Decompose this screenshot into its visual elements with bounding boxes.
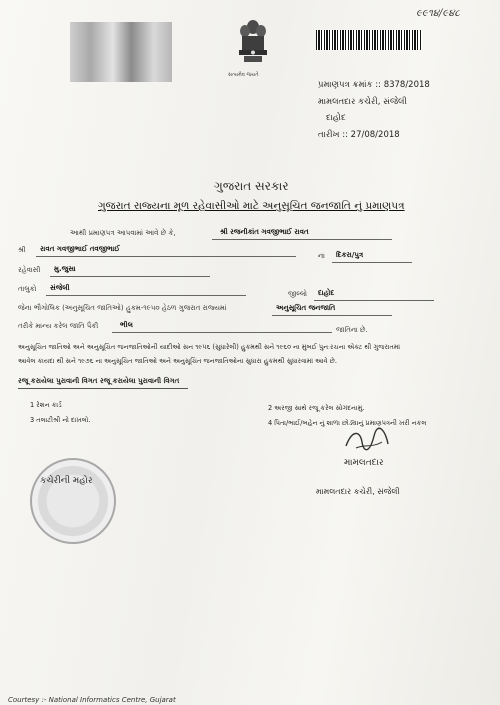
certificate-title: ગુજરાત રાજ્યના મૂળ રહેવાસીઓ માટે અનુસૂચિત જનજાતિ નું પ્રમાણપત્ર xyxy=(98,200,405,212)
signatory-office: મામલતદાર કચેરી, સંજેલી xyxy=(316,487,400,496)
tribe: ભીલ xyxy=(120,321,133,329)
parent-name: રાવત ગવજીભાઈ તવજીભાઈ xyxy=(40,245,120,253)
district: દાહોદ xyxy=(318,289,335,297)
issue-date: 27/08/2018 xyxy=(350,130,400,140)
shri-label: શ્રી xyxy=(18,246,26,254)
issue-date-row: તારીખ :: 27/08/2018 xyxy=(318,130,400,140)
applicant-name: શ્રી રજનીકાંત ગવજીભાઈ રાવત xyxy=(220,228,309,236)
national-emblem-icon xyxy=(236,18,270,68)
signature-scribble-icon xyxy=(342,426,392,454)
govt-title: ગુજરાત સરકાર xyxy=(214,179,289,193)
taluka-label: તાલુકો xyxy=(18,285,37,293)
applicant-photo xyxy=(70,22,172,82)
legal-paragraph-line2: આવેલ કાયદા થી સને ૧૯૭૬ ના અનુસૂચિત જાતિઓ અને અનુસૂચિત જનજાતિઓના સુધારા હુકમથી સુધારવામાં આવે છે. xyxy=(18,357,337,365)
cert-number-row: પ્રમાણપત્ર ક્રમાંક :: 8378/2018 xyxy=(318,80,430,90)
order-text: જેના ભૌગોલિક (અનુસૂચિત જાતિઓ) હુકમ-૧૯૫૦ હેઠળ ગુજરાત રાજ્યમાં xyxy=(18,304,227,312)
barcode xyxy=(316,30,422,50)
issuing-office: મામલતદાર કચેરી, સંજેલી xyxy=(318,97,407,107)
cert-number: 8378/2018 xyxy=(383,80,430,90)
office-seal-stamp xyxy=(30,458,116,544)
category: અનુસૂચિત જનજાતિ xyxy=(276,304,336,312)
evidence-item: 1 રેશન કાર્ડ xyxy=(30,401,62,409)
village: મુ.જુસા xyxy=(54,265,76,273)
relation: દિકરા/પુત્ર xyxy=(336,251,364,259)
signatory-title: મામલતદાર xyxy=(344,458,384,468)
office-seal-label: કચેરીની મહોર xyxy=(40,476,93,486)
handwritten-ref-number: ૯૯૧૪/૯૪૮ xyxy=(416,8,460,19)
tribe-suffix: જાતિના છે. xyxy=(336,326,368,334)
emblem-caption: સત્યમેવ જયતે xyxy=(228,72,259,78)
evidence-item: 3 તલાટીશ્રી નો દાખલો. xyxy=(30,416,91,424)
district-label: જીલ્લો xyxy=(288,290,307,298)
resident-label: રહેવાસી xyxy=(18,266,41,274)
certified-label: આથી પ્રમાણપત્ર આપવામાં આવે છે કે, xyxy=(70,229,176,237)
issuing-district: દાહોદ xyxy=(326,113,346,123)
taluka: સંજેલી xyxy=(50,284,70,292)
na-label: ના xyxy=(318,252,325,260)
footer-courtesy: Courtesy :- National Informatics Centre, Gujarat xyxy=(8,696,176,704)
evidence-item: 4 પિતા/ભાઈ/બહેન નું શાળા છોડ્યાનું પ્રમાણપત્રની ખરી નકલ xyxy=(268,419,427,427)
recognized-label: તરીકે માન્ય કરેલ જાતિ પૈકી xyxy=(18,322,99,330)
evidence-heading: રજૂ કરાયેલા પુરાવાની વિગત રજૂ કરાયેલા પુરાવાની વિગત xyxy=(18,377,180,385)
legal-paragraph-line1: અનુસૂચિત જાતિઓ અને અનુસૂચિત જનજાતિઓની યાદીઓ સન ૧૯૫૬ (સુધારેલી) હુકમથી સને ૧૯૬૦ ના મુંબઈ પુનઃરચના એક્ટ થી ગુજરાતમાં xyxy=(18,343,401,351)
evidence-item: 2 અરજી સાથે રજૂ કરેલ સોગંદનામું. xyxy=(268,404,365,412)
